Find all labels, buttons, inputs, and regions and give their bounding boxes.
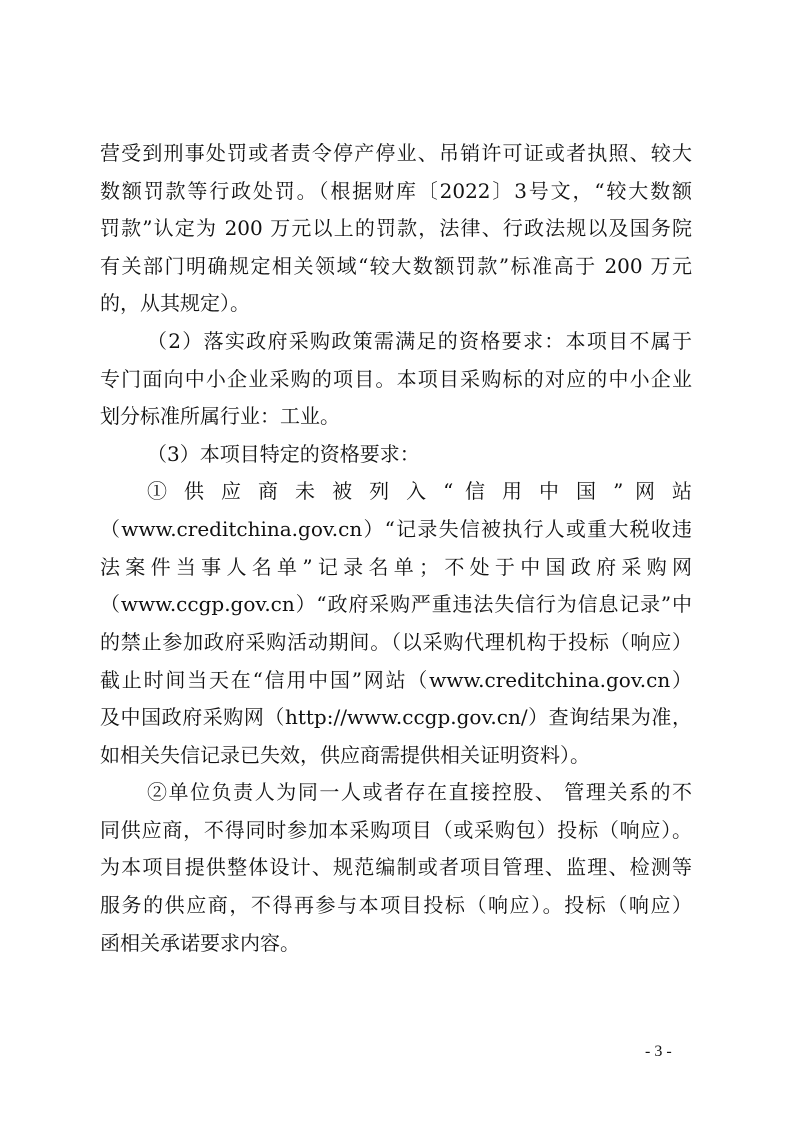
paragraph-line: 的禁止参加政府采购活动期间。（以采购代理机构于投标（响应） — [100, 630, 692, 654]
paragraph-line: 专门面向中小企业采购的项目。本项目采购标的对应的中小企业 — [100, 367, 692, 391]
item-1-first-line: ① 供 应 商 未 被 列 入 “ 信 用 中 国 ” 网 站 — [147, 479, 692, 503]
paragraph-line: 如相关失信记录已失效，供应商需提供相关证明资料）。 — [100, 743, 590, 767]
paragraph-line: （www.ccgp.gov.cn）“政府采购严重违法失信行为信息记录”中 — [100, 592, 692, 616]
paragraph-line: 的，从其规定）。 — [100, 291, 250, 315]
paragraph-line: （www.creditchina.gov.cn）“记录失信被执行人或重大税收违 — [100, 517, 692, 541]
paragraph-line: 划分标准所属行业：工业。 — [100, 404, 340, 428]
paragraph-line: 及中国政府采购网（http://www.ccgp.gov.cn/）查询结果为准， — [100, 705, 692, 729]
section-2-heading-line: （2）落实政府采购政策需满足的资格要求：本项目不属于 — [147, 329, 692, 353]
item-2-first-line: ②单位负责人为同一人或者存在直接控股、 管理关系的不 — [147, 780, 692, 804]
page-number: - 3 - — [645, 1043, 672, 1060]
paragraph-line: 有关部门明确规定相关领域“较大数额罚款”标准高于 200 万元 — [100, 254, 692, 278]
paragraph-line: 营受到刑事处罚或者责令停产停业、吊销许可证或者执照、较大 — [100, 141, 692, 165]
paragraph-line: 罚款”认定为 200 万元以上的罚款，法律、行政法规以及国务院 — [100, 216, 692, 240]
section-3-heading: （3）本项目特定的资格要求： — [147, 442, 420, 466]
paragraph-line: 函相关承诺要求内容。 — [100, 931, 300, 955]
paragraph-line: 为本项目提供整体设计、规范编制或者项目管理、监理、检测等 — [100, 855, 692, 879]
paragraph-line: 截止时间当天在“信用中国”网站（www.creditchina.gov.cn） — [100, 668, 692, 692]
paragraph-line: 数额罚款等行政处罚。（根据财库〔2022〕3号文，“较大数额 — [100, 179, 692, 203]
paragraph-line: 服务的供应商，不得再参与本项目投标（响应）。投标（响应） — [100, 893, 692, 917]
paragraph-line: 同供应商，不得同时参加本采购项目（或采购包）投标（响应）。 — [100, 818, 692, 842]
paragraph-line: 法案件当事人名单”记录名单；不处于中国政府采购网 — [100, 555, 692, 579]
